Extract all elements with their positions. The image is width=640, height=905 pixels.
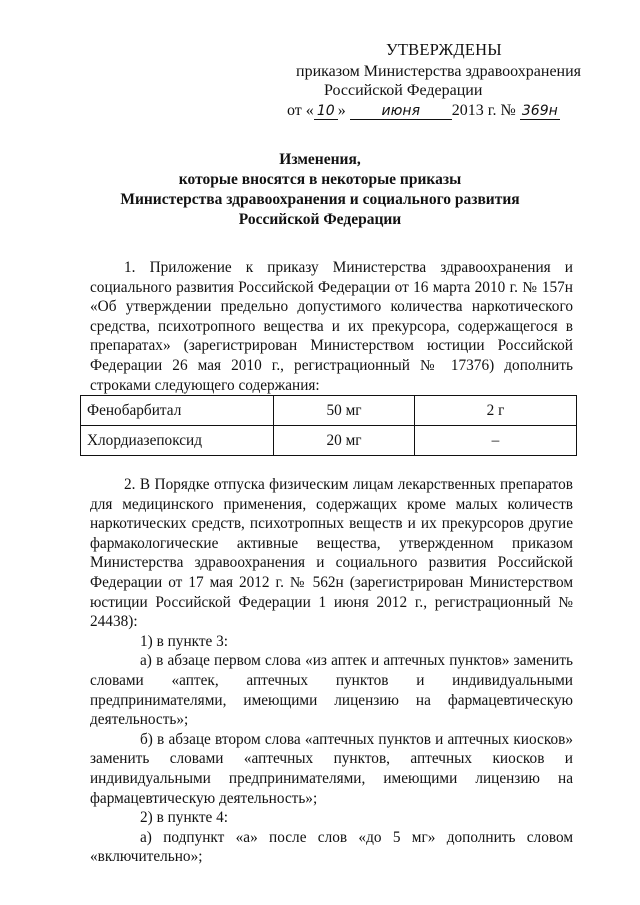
approval-line-2: Российской Федерации <box>324 82 483 100</box>
drug-amount: 20 мг <box>274 426 415 456</box>
table-row <box>81 426 577 456</box>
item-1b: б) в абзаце втором слова «аптечных пунктов и аптечных киосков» заменить словами «аптечных пунктов, аптечных киосков и индивидуальными предпринимателями, имеющими лицензию на фармацевтическую деятельность»; <box>90 730 573 807</box>
drug-name: Хлордиазепоксид <box>81 426 274 456</box>
section-2-intro: 2. В Порядке отпуска физическим лицам лекарственных препаратов для медицинского применения, содержащих кроме малых количеств наркотических средств, психотропных веществ и их прекурсоров другие фармакологические активные вещества, утвержденном приказом Министерства здравоохранения и социального развития Российской Федерации от 17 мая 2012 г. № 562н (зарегистрирован Министерством юстиции Российской Федерации 1 июня 2012 г., регистрационный № 24438): <box>90 476 573 631</box>
heading-line-2: которые вносятся в некоторые приказы <box>178 171 462 188</box>
heading-line-4: Российской Федерации <box>238 211 402 228</box>
date-month: июня <box>350 104 452 120</box>
drug-amount: 50 мг <box>274 396 415 426</box>
item-2a: а) подпункт «а» после слов «до 5 мг» дополнить словом «включительно»; <box>90 828 573 866</box>
approval-block <box>287 40 590 120</box>
drug-limit: – <box>415 426 577 456</box>
item-2: 2) в пункте 4: <box>140 809 229 827</box>
item-1: 1) в пункте 3: <box>140 632 229 650</box>
approval-line-1: приказом Министерства здравоохранения <box>296 62 582 80</box>
order-number: 369н <box>520 104 560 120</box>
drug-limit: 2 г <box>415 396 577 426</box>
date-year: 2013 г. № <box>451 101 516 119</box>
date-day: 10 <box>314 104 338 120</box>
section-2 <box>90 475 573 867</box>
approval-date-line <box>287 101 590 121</box>
approval-title: УТВЕРЖДЕНЫ <box>386 40 502 59</box>
section-1 <box>90 258 573 395</box>
date-mid: » <box>337 101 346 119</box>
date-prefix: от « <box>287 101 314 119</box>
section-1-text: 1. Приложение к приказу Министерства здравоохранения и социального развития Российской Федерации от 16 марта 2010 г. № 157н «Об утверждении предельно допустимого количества наркотического средства, психотропного вещества и их прекурсора, содержащегося в препаратах» (зарегистрирован Министерством юстиции Российской Федерации 26 мая 2010 г., регистрационный № 17376) дополнить строками следующего содержания: <box>90 259 573 394</box>
heading-line-1: Изменения, <box>279 151 361 168</box>
drug-table <box>80 395 577 456</box>
table-row <box>81 396 577 426</box>
document-heading <box>80 150 560 230</box>
item-1a: а) в абзаце первом слова «из аптек и аптечных пунктов» заменить словами «аптек, аптечных пунктов и индивидуальными предпринимателями, имеющими лицензию на фармацевтическую деятельность»; <box>90 652 573 729</box>
drug-name: Фенобарбитал <box>81 396 274 426</box>
heading-line-3: Министерства здравоохранения и социального развития <box>120 191 520 208</box>
